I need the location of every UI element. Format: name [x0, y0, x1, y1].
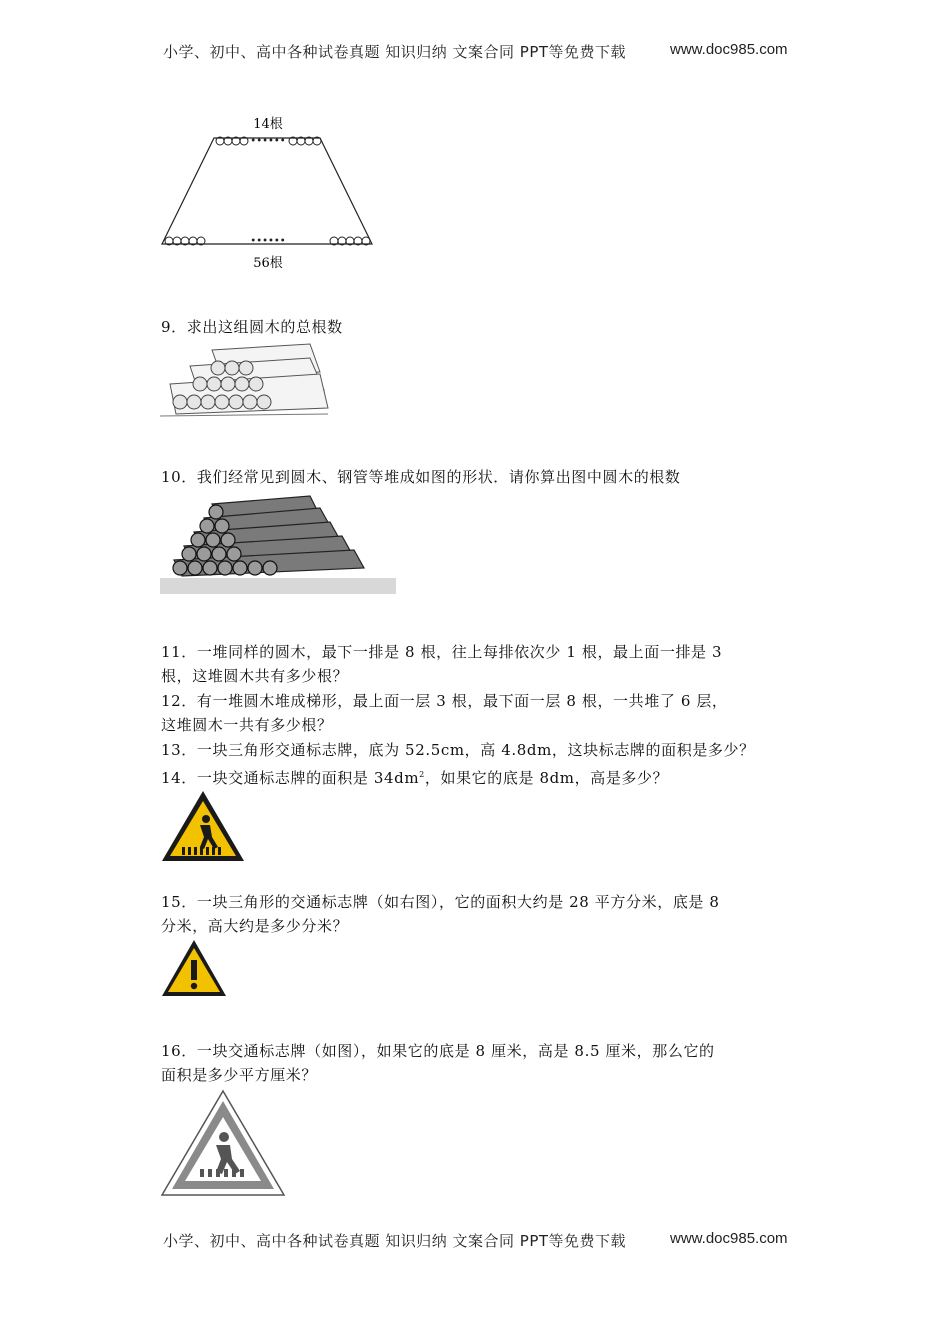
- question-13: 13．一块三角形交通标志牌，底为 52.5cm，高 4.8dm，这块标志牌的面积是多少？: [161, 741, 755, 759]
- question-12-line-2: 这堆圆木一共有多少根？: [161, 716, 333, 734]
- question-10: 10．我们经常见到圆木、钢管等堆成如图的形状．请你算出图中圆木的根数: [161, 468, 681, 486]
- header-text: 小学、初中、高中各种试卷真题 知识归纳 文案合同 PPT等免费下载: [163, 43, 627, 61]
- question-14-superscript: 2: [419, 770, 425, 779]
- top-row-label: 14根: [253, 117, 283, 132]
- question-11-line-2: 根，这堆圆木共有多少根？: [161, 667, 349, 685]
- footer-text: 小学、初中、高中各种试卷真题 知识归纳 文案合同 PPT等免费下载: [163, 1232, 627, 1250]
- question-9: 9．求出这组圆木的总根数: [161, 318, 343, 336]
- question-14: [161, 762, 801, 791]
- log-pile-image-large: [160, 496, 396, 596]
- question-14-text-b: ，如果它的底是 8dm，高是多少？: [424, 769, 669, 787]
- pedestrian-crossing-sign-yellow: [160, 789, 246, 863]
- question-15-line-1: 15．一块三角形的交通标志牌（如右图），它的面积大约是 28 平方分米，底是 8: [161, 893, 720, 911]
- question-14-text-a: 14．一块交通标志牌的面积是 34dm: [161, 769, 420, 787]
- question-11-line-1: 11．一堆同样的圆木，最下一排是 8 根，往上每排依次少 1 根，最上面一排是 3: [161, 643, 723, 661]
- question-16-line-2: 面积是多少平方厘米？: [161, 1066, 318, 1084]
- question-12-line-1: 12．有一堆圆木堆成梯形，最上面一层 3 根，最下面一层 8 根，一共堆了 6 层，: [161, 692, 728, 710]
- footer-url: www.doc985.com: [670, 1230, 788, 1247]
- svg-text:••••••: ••••••: [250, 236, 286, 247]
- trapezoid-log-diagram: [160, 112, 380, 272]
- header-url: www.doc985.com: [670, 41, 788, 58]
- pedestrian-crossing-sign-gray: [160, 1089, 286, 1197]
- svg-text:••••••: ••••••: [250, 136, 286, 147]
- question-15-line-2: 分米，高大约是多少分米？: [161, 917, 349, 935]
- log-pile-image-small: [160, 342, 330, 418]
- question-16-line-1: 16．一块交通标志牌（如图），如果它的底是 8 厘米，高是 8.5 厘米，那么它的: [161, 1042, 715, 1060]
- bottom-row-label: 56根: [253, 256, 283, 271]
- warning-sign-yellow: [160, 938, 228, 998]
